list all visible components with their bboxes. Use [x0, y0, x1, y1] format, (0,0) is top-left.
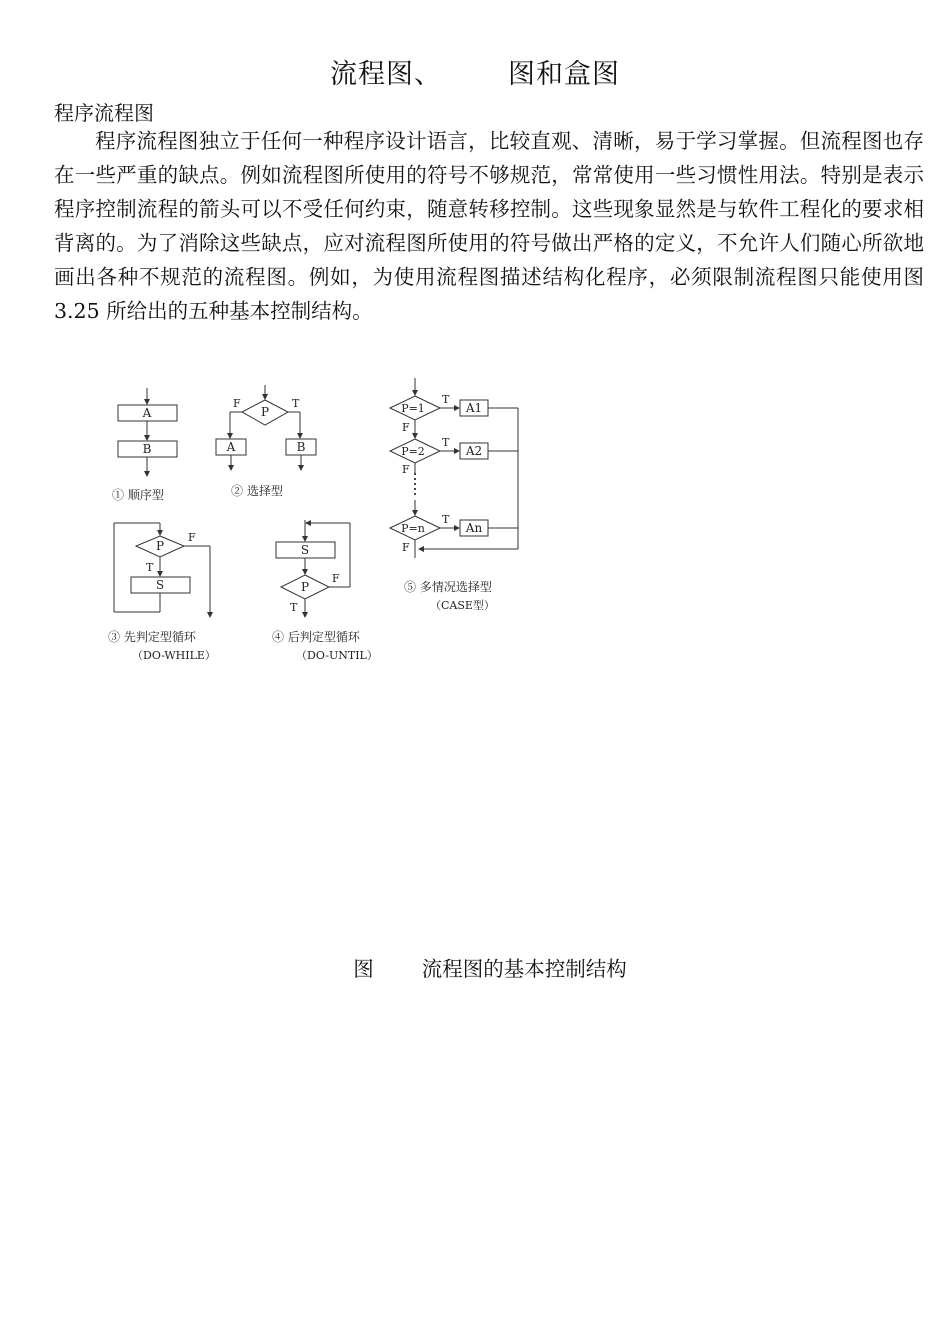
while-false-label: F	[188, 531, 196, 544]
while-true-label: T	[146, 561, 154, 574]
while-box: S	[155, 578, 165, 592]
title-part-2: 图和盒图	[508, 59, 620, 90]
title-part-1: 流程图、	[330, 59, 442, 90]
until-cond: P	[300, 580, 310, 594]
case-subcaption: （CASE型）	[430, 599, 495, 612]
case-box-1: A1	[465, 401, 483, 415]
while-caption: ③ 先判定型循环	[108, 630, 196, 644]
until-loop-structure	[276, 520, 350, 617]
until-true-label: T	[290, 601, 298, 614]
body-paragraph: 程序流程图独立于任何一种程序设计语言，比较直观、清晰，易于学习掌握。但流程图也存在一些严重的缺点。例如流程图所使用的符号不够规范，常常使用一些习惯性用法。特别是表示程序控制流程的箭头可以不受任何约束，随意转移控制。这些现象显然是与软件工程化的要求相背离的。为了消除这些缺点，应对流程图所使用的符号做出严格的定义，不允许人们随心所欲地画出各种不规范的流程图。例如，为使用流程图描述结构化程序，必须限制流程图只能使用图 3.25 所给出的五种基本控制结构。	[54, 129, 924, 323]
section-heading: 程序流程图	[54, 101, 154, 125]
case-box-2: A2	[465, 444, 483, 458]
sel-box-b: B	[296, 440, 306, 454]
until-false-label: F	[332, 572, 340, 585]
case-false-n: F	[402, 541, 410, 554]
case-box-n: An	[465, 521, 483, 535]
sel-true-label: T	[292, 397, 300, 410]
case-false-1: F	[402, 421, 410, 434]
case-cond-1: P=1	[401, 402, 425, 415]
case-caption: ⑤ 多情况选择型	[404, 580, 492, 594]
seq-box-a: A	[142, 406, 152, 420]
while-cond: P	[155, 539, 165, 553]
case-true-n: T	[442, 513, 450, 526]
case-true-2: T	[442, 436, 450, 449]
figure-caption	[0, 952, 950, 982]
until-subcaption: （DO-UNTIL）	[296, 649, 378, 662]
while-subcaption: （DO-WHILE）	[132, 649, 216, 662]
seq-caption: ① 顺序型	[112, 488, 164, 502]
case-cond-2: P=2	[401, 445, 425, 458]
sel-false-label: F	[233, 397, 241, 410]
case-true-1: T	[442, 393, 450, 406]
case-cond-n: P=n	[401, 522, 425, 535]
until-box: S	[300, 543, 310, 557]
sequence-structure	[118, 388, 177, 476]
selection-structure	[216, 385, 316, 470]
sel-cond: P	[260, 405, 270, 419]
caption-prefix: 图	[353, 957, 374, 981]
page-title	[0, 52, 950, 91]
seq-box-b: B	[142, 442, 152, 456]
until-caption: ④ 后判定型循环	[272, 630, 360, 644]
case-false-2: F	[402, 463, 410, 476]
sel-caption: ② 选择型	[231, 484, 283, 498]
flowchart-figure	[100, 375, 530, 665]
sel-box-a: A	[226, 440, 236, 454]
caption-text: 流程图的基本控制结构	[421, 957, 627, 981]
